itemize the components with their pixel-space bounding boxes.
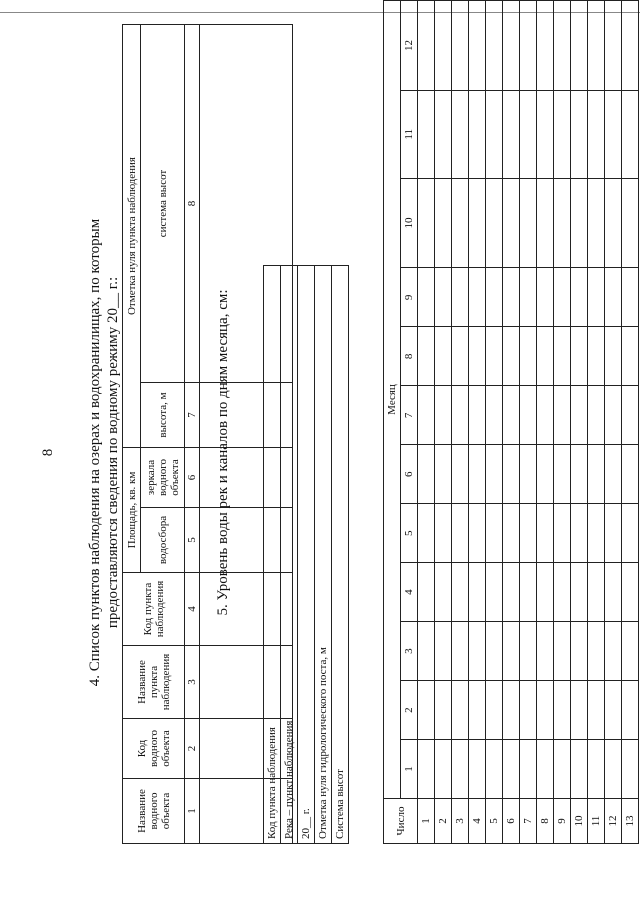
level-cell[interactable]: [554, 740, 571, 799]
col-number: 7: [185, 383, 200, 448]
level-cell[interactable]: [503, 681, 520, 740]
level-cell[interactable]: [520, 268, 537, 327]
level-cell[interactable]: [503, 268, 520, 327]
level-cell[interactable]: [503, 622, 520, 681]
level-cell[interactable]: [469, 1, 486, 91]
level-cell[interactable]: [486, 91, 503, 179]
level-cell[interactable]: [537, 268, 554, 327]
col-number: 6: [185, 448, 200, 508]
table-row: [571, 1, 588, 844]
level-cell[interactable]: [520, 740, 537, 799]
level-cell[interactable]: [418, 504, 435, 563]
level-cell[interactable]: [435, 504, 452, 563]
level-cell[interactable]: [469, 622, 486, 681]
level-cell[interactable]: [571, 681, 588, 740]
level-cell[interactable]: [571, 386, 588, 445]
level-cell[interactable]: [486, 622, 503, 681]
level-cell[interactable]: [571, 327, 588, 386]
table-row: [554, 1, 571, 844]
header-area-basin: водосбора: [141, 508, 185, 573]
level-cell[interactable]: [520, 445, 537, 504]
level-cell[interactable]: [503, 91, 520, 179]
table-row: [418, 1, 435, 844]
level-cell[interactable]: [605, 327, 622, 386]
level-cell[interactable]: [469, 386, 486, 445]
level-cell[interactable]: [486, 740, 503, 799]
level-cell[interactable]: [571, 1, 588, 91]
col-number: 1: [185, 779, 200, 844]
col-number: 3: [185, 646, 200, 719]
level-cell[interactable]: [418, 91, 435, 179]
station-info-table: [263, 265, 349, 844]
level-cell[interactable]: [418, 445, 435, 504]
level-cell[interactable]: [520, 681, 537, 740]
level-cell[interactable]: [469, 445, 486, 504]
level-cell[interactable]: [469, 681, 486, 740]
level-cell[interactable]: [622, 563, 639, 622]
table-row: [588, 1, 605, 844]
level-cell[interactable]: [605, 445, 622, 504]
level-cell[interactable]: [418, 681, 435, 740]
level-cell[interactable]: [435, 91, 452, 179]
level-cell[interactable]: [435, 327, 452, 386]
level-cell[interactable]: [571, 504, 588, 563]
level-cell[interactable]: [486, 327, 503, 386]
level-cell[interactable]: [537, 91, 554, 179]
info-row[interactable]: Отметка нуля гидрологического поста, м: [315, 266, 332, 844]
col-number: 5: [185, 508, 200, 573]
month-header: 3: [401, 622, 418, 681]
level-cell[interactable]: [503, 327, 520, 386]
level-cell[interactable]: [452, 504, 469, 563]
level-cell[interactable]: [571, 268, 588, 327]
level-cell[interactable]: [418, 1, 435, 91]
info-row[interactable]: Система высот: [332, 266, 349, 844]
month-header: 11: [401, 91, 418, 179]
level-cell[interactable]: [588, 563, 605, 622]
level-cell[interactable]: [520, 1, 537, 91]
level-cell[interactable]: [418, 268, 435, 327]
water-level-table: [383, 0, 639, 844]
table-row: [469, 1, 486, 844]
level-cell[interactable]: [418, 740, 435, 799]
level-cell[interactable]: [554, 91, 571, 179]
level-cell[interactable]: [588, 386, 605, 445]
col-number: 2: [185, 719, 200, 779]
month-header: 9: [401, 268, 418, 327]
level-cell[interactable]: [520, 563, 537, 622]
info-row[interactable]: Код пункта наблюдения: [264, 266, 281, 844]
level-cell[interactable]: [537, 386, 554, 445]
table-row: [281, 266, 298, 844]
level-cell[interactable]: [605, 563, 622, 622]
table-row: [486, 1, 503, 844]
level-cell[interactable]: [605, 268, 622, 327]
level-cell[interactable]: [452, 1, 469, 91]
day-label: 4: [469, 799, 486, 844]
level-cell[interactable]: [452, 327, 469, 386]
level-cell[interactable]: [503, 178, 520, 268]
level-cell[interactable]: [537, 327, 554, 386]
col-number: 8: [185, 25, 200, 383]
day-label: 12: [605, 799, 622, 844]
month-header: 8: [401, 327, 418, 386]
level-cell[interactable]: [605, 622, 622, 681]
header-code-object: Код водного объекта: [123, 719, 185, 779]
level-cell[interactable]: [486, 1, 503, 91]
level-cell[interactable]: [469, 740, 486, 799]
level-cell[interactable]: [537, 563, 554, 622]
level-cell[interactable]: [503, 445, 520, 504]
level-cell[interactable]: [469, 268, 486, 327]
day-label: 11: [588, 799, 605, 844]
section-4-title: [86, 0, 122, 905]
level-cell[interactable]: [435, 681, 452, 740]
month-group-header: Месяц: [384, 1, 401, 799]
level-cell[interactable]: [622, 91, 639, 179]
month-header: 5: [401, 504, 418, 563]
level-cell[interactable]: [537, 445, 554, 504]
level-cell[interactable]: [435, 178, 452, 268]
header-area-mirror: зеркала водного объекта: [141, 448, 185, 508]
level-cell[interactable]: [469, 563, 486, 622]
level-cell[interactable]: [503, 740, 520, 799]
level-cell[interactable]: [418, 563, 435, 622]
level-cell[interactable]: [588, 178, 605, 268]
level-cell[interactable]: [571, 445, 588, 504]
level-cell[interactable]: [554, 386, 571, 445]
level-cell[interactable]: [503, 1, 520, 91]
level-cell[interactable]: [588, 504, 605, 563]
level-cell[interactable]: [622, 740, 639, 799]
level-cell[interactable]: [452, 445, 469, 504]
level-cell[interactable]: [452, 178, 469, 268]
level-cell[interactable]: [605, 681, 622, 740]
day-label: 3: [452, 799, 469, 844]
level-cell[interactable]: [418, 327, 435, 386]
level-cell[interactable]: [588, 445, 605, 504]
level-cell[interactable]: [554, 504, 571, 563]
section-4-title-line1: 4. Список пунктов наблюдения на озерах и водохранилищах, по которым: [87, 218, 103, 687]
level-cell[interactable]: [554, 268, 571, 327]
day-label: 1: [418, 799, 435, 844]
level-cell[interactable]: [486, 178, 503, 268]
level-cell[interactable]: [537, 622, 554, 681]
header-name-object: Название водного объекта: [123, 779, 185, 844]
level-cell[interactable]: [435, 1, 452, 91]
info-row[interactable]: 20__ г.: [298, 266, 315, 844]
table-row: [622, 1, 639, 844]
level-cell[interactable]: [588, 91, 605, 179]
level-cell[interactable]: [520, 327, 537, 386]
section-4-title-line2: предоставляются сведения по водному режиму 20__ г.:: [105, 276, 121, 629]
table-row: [503, 1, 520, 844]
level-cell[interactable]: [469, 91, 486, 179]
level-cell[interactable]: [503, 504, 520, 563]
page-number: 8: [40, 448, 56, 457]
level-cell[interactable]: [452, 91, 469, 179]
level-cell[interactable]: [622, 386, 639, 445]
level-cell[interactable]: [605, 91, 622, 179]
level-cell[interactable]: [452, 386, 469, 445]
level-cell[interactable]: [605, 386, 622, 445]
level-cell[interactable]: [452, 622, 469, 681]
month-header: 10: [401, 178, 418, 268]
info-row[interactable]: Река – пункт наблюдения: [281, 266, 298, 844]
table-row: [435, 1, 452, 844]
header-mark-height: высота, м: [141, 383, 185, 448]
level-cell[interactable]: [622, 178, 639, 268]
level-cell[interactable]: [435, 268, 452, 327]
table-row: [298, 266, 315, 844]
day-label: 8: [537, 799, 554, 844]
level-cell[interactable]: [520, 91, 537, 179]
day-label: 10: [571, 799, 588, 844]
level-cell[interactable]: [554, 563, 571, 622]
level-cell[interactable]: [571, 91, 588, 179]
day-label: 9: [554, 799, 571, 844]
level-cell[interactable]: [503, 386, 520, 445]
table-row: [264, 266, 281, 844]
level-cell[interactable]: [469, 178, 486, 268]
level-cell[interactable]: [605, 740, 622, 799]
level-cell[interactable]: [554, 681, 571, 740]
header-area-group: Площадь, кв. км: [123, 448, 141, 573]
level-cell[interactable]: [588, 681, 605, 740]
level-cell[interactable]: [588, 1, 605, 91]
table-row: [520, 1, 537, 844]
level-cell[interactable]: [435, 622, 452, 681]
level-cell[interactable]: [554, 622, 571, 681]
level-cell[interactable]: [537, 504, 554, 563]
level-cell[interactable]: [435, 740, 452, 799]
level-cell[interactable]: [520, 386, 537, 445]
level-cell[interactable]: [486, 445, 503, 504]
level-cell[interactable]: [605, 504, 622, 563]
level-cell[interactable]: [418, 622, 435, 681]
level-cell[interactable]: [537, 740, 554, 799]
level-cell[interactable]: [588, 327, 605, 386]
level-cell[interactable]: [435, 445, 452, 504]
day-label: 7: [520, 799, 537, 844]
header-code-point: Код пункта наблюдения: [123, 573, 185, 646]
level-cell[interactable]: [622, 504, 639, 563]
level-cell[interactable]: [605, 1, 622, 91]
level-cell[interactable]: [469, 327, 486, 386]
table-row: [332, 266, 349, 844]
level-cell[interactable]: [503, 563, 520, 622]
level-cell[interactable]: [537, 681, 554, 740]
level-cell[interactable]: [554, 327, 571, 386]
month-header: 1: [401, 740, 418, 799]
level-cell[interactable]: [571, 563, 588, 622]
level-cell[interactable]: [622, 622, 639, 681]
level-cell[interactable]: [520, 178, 537, 268]
month-header: 6: [401, 445, 418, 504]
level-cell[interactable]: [452, 681, 469, 740]
level-cell[interactable]: [520, 504, 537, 563]
level-cell[interactable]: [554, 1, 571, 91]
table-row: [315, 266, 332, 844]
day-label: 5: [486, 799, 503, 844]
level-cell[interactable]: [452, 563, 469, 622]
header-mark-system: система высот: [141, 25, 185, 383]
level-cell[interactable]: [486, 504, 503, 563]
level-cell[interactable]: [554, 178, 571, 268]
level-cell[interactable]: [554, 445, 571, 504]
day-label: 6: [503, 799, 520, 844]
level-cell[interactable]: [622, 327, 639, 386]
level-cell[interactable]: [622, 1, 639, 91]
level-cell[interactable]: [537, 178, 554, 268]
level-cell[interactable]: [452, 268, 469, 327]
level-cell[interactable]: [452, 740, 469, 799]
day-column-header: Число: [384, 799, 418, 844]
table-row: [452, 1, 469, 844]
level-cell[interactable]: [486, 386, 503, 445]
level-cell[interactable]: [571, 178, 588, 268]
level-cell[interactable]: [622, 268, 639, 327]
level-cell[interactable]: [418, 178, 435, 268]
level-cell[interactable]: [571, 740, 588, 799]
level-cell[interactable]: [537, 1, 554, 91]
level-cell[interactable]: [622, 681, 639, 740]
level-cell[interactable]: [486, 563, 503, 622]
month-header: 4: [401, 563, 418, 622]
level-cell[interactable]: [435, 563, 452, 622]
table-row: [537, 1, 554, 844]
level-cell[interactable]: [486, 268, 503, 327]
day-label: 2: [435, 799, 452, 844]
level-cell[interactable]: [469, 504, 486, 563]
level-cell[interactable]: [486, 681, 503, 740]
level-cell[interactable]: [605, 178, 622, 268]
level-cell[interactable]: [588, 268, 605, 327]
month-header: 7: [401, 386, 418, 445]
header-mark-group: Отметка нуля пункта наблюдения: [123, 25, 141, 448]
day-label: 13: [622, 799, 639, 844]
col-number: 4: [185, 573, 200, 646]
header-name-point: Название пункта наблюдения: [123, 646, 185, 719]
level-cell[interactable]: [571, 622, 588, 681]
level-cell[interactable]: [588, 740, 605, 799]
level-cell[interactable]: [418, 386, 435, 445]
table-row: [605, 1, 622, 844]
level-cell[interactable]: [588, 622, 605, 681]
month-header: 12: [401, 1, 418, 91]
section-5-title: 5. Уровень воды рек и каналов по дням месяца, см:: [215, 289, 231, 616]
level-cell[interactable]: [520, 622, 537, 681]
month-header: 2: [401, 681, 418, 740]
level-cell[interactable]: [622, 445, 639, 504]
level-cell[interactable]: [435, 386, 452, 445]
